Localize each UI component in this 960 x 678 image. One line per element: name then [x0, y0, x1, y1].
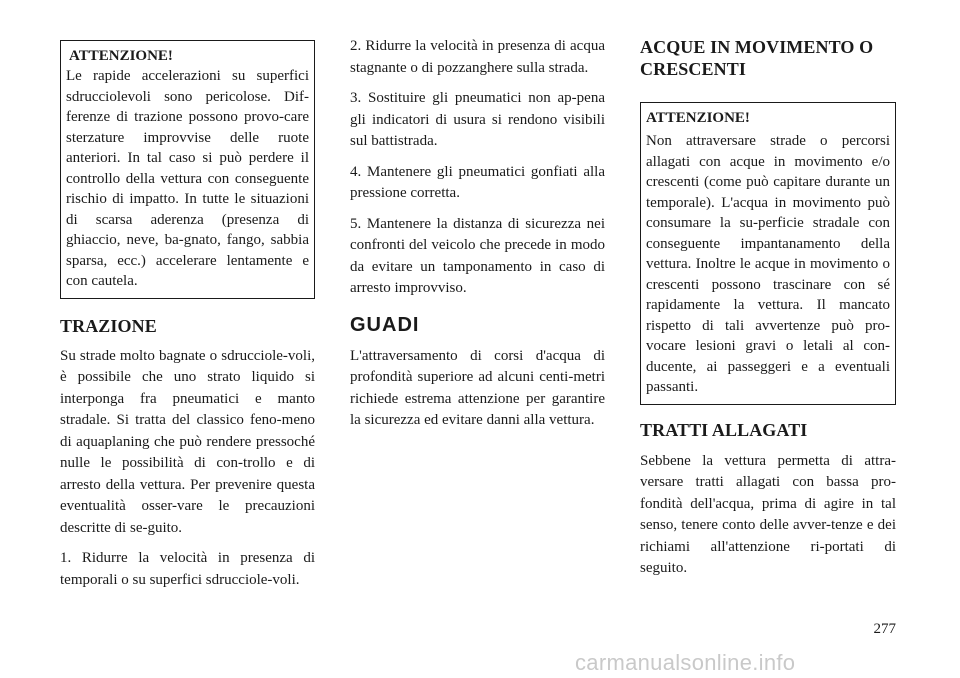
- heading-trazione: TRAZIONE: [60, 315, 157, 336]
- column-middle: [350, 36, 605, 432]
- list-item-2: 2. Ridurre la velocità in presenza di acqua stagnante o di pozzanghere sulla strada.: [350, 38, 605, 76]
- warning-title: ATTENZIONE!: [69, 48, 173, 64]
- heading-tratti-allagati: TRATTI ALLAGATI: [640, 419, 808, 440]
- warning-box-acceleration: [60, 40, 315, 299]
- paragraph-trazione: Su strade molto bagnate o sdrucciole-voli, è possibile che uno strato liquido si interponga fra pneumatici e manto stradale. Si tratta del classico feno-meno di aquaplaning che può rendere pressoché nulle le possibilità di con-trollo e di arresto della vettura. Per prevenire questa eventualità osser-vare le precauzioni descritte di se-guito.: [60, 347, 315, 536]
- warning-box-flood: [640, 102, 896, 405]
- heading-acque: [640, 36, 896, 80]
- paragraph-guadi: L'attraversamento di corsi d'acqua di profondità superiore ad alcuni centi-metri richiede estrema attenzione per garantire la sicurezza ed evitare danni alla vettura.: [350, 347, 605, 428]
- warning-text: Le rapide accelerazioni su superfici sdrucciolevoli sono pericolose. Dif-ferenze di trazione possono provo-care sterzature improvvise delle ruote anteriori. In tal caso si può perdere il controllo della vettura con conseguente rischio di impatto. In tutte le situazioni di scarsa aderenza (presenza di ghiaccio, neve, ba-gnato, fango, sabbia sparsa, ecc.) accelerare lentamente e con cautela.: [66, 68, 309, 289]
- warning-text: Non attraversare strade o percorsi allagati con acque in movimento e/o crescenti (come può capitare durante un temporale). L'acqua in movimento può consumare la su-perficie stradale con conseguente impantanamento della vettura. Inoltre le acque in movimento o crescenti possono trascinare con sé rapidamente la vettura. Il mancato rispetto di tali avvertenze può pro-vocare lesioni gravi o letali al con-ducente, ai passeggeri e a eventuali passanti.: [646, 133, 890, 395]
- warning-title: ATTENZIONE!: [646, 110, 750, 126]
- heading-acque-line2: CRESCENTI: [640, 59, 746, 79]
- heading-guadi: GUADI: [350, 313, 420, 336]
- list-item-5: 5. Mantenere la distanza di sicurezza nei confronti del veicolo che precede in modo da evitare un tamponamento in caso di arresto improvviso.: [350, 215, 605, 296]
- paragraph-tratti-allagati: Sebbene la vettura permetta di attra-versare tratti allagati con bassa pro-fondità dell'acqua, prima di agire in tal senso, tenere conto delle avver-tenze e dei richiami all'attenzione ri-portati di seguito.: [640, 452, 896, 576]
- page-number: 277: [873, 621, 896, 637]
- heading-acque-line1: ACQUE IN MOVIMENTO O: [640, 37, 874, 57]
- list-item-4: 4. Mantenere gli pneumatici gonfiati alla pressione corretta.: [350, 163, 605, 201]
- column-right: [640, 36, 896, 580]
- watermark: carmanualsonline.info: [575, 650, 796, 675]
- column-left: [60, 36, 315, 591]
- list-item-3: 3. Sostituire gli pneumatici non ap-pena gli indicatori di usura si rendono visibili sul battistrada.: [350, 90, 605, 149]
- list-item-1: 1. Ridurre la velocità in presenza di temporali o su superfici sdrucciole-voli.: [60, 550, 315, 588]
